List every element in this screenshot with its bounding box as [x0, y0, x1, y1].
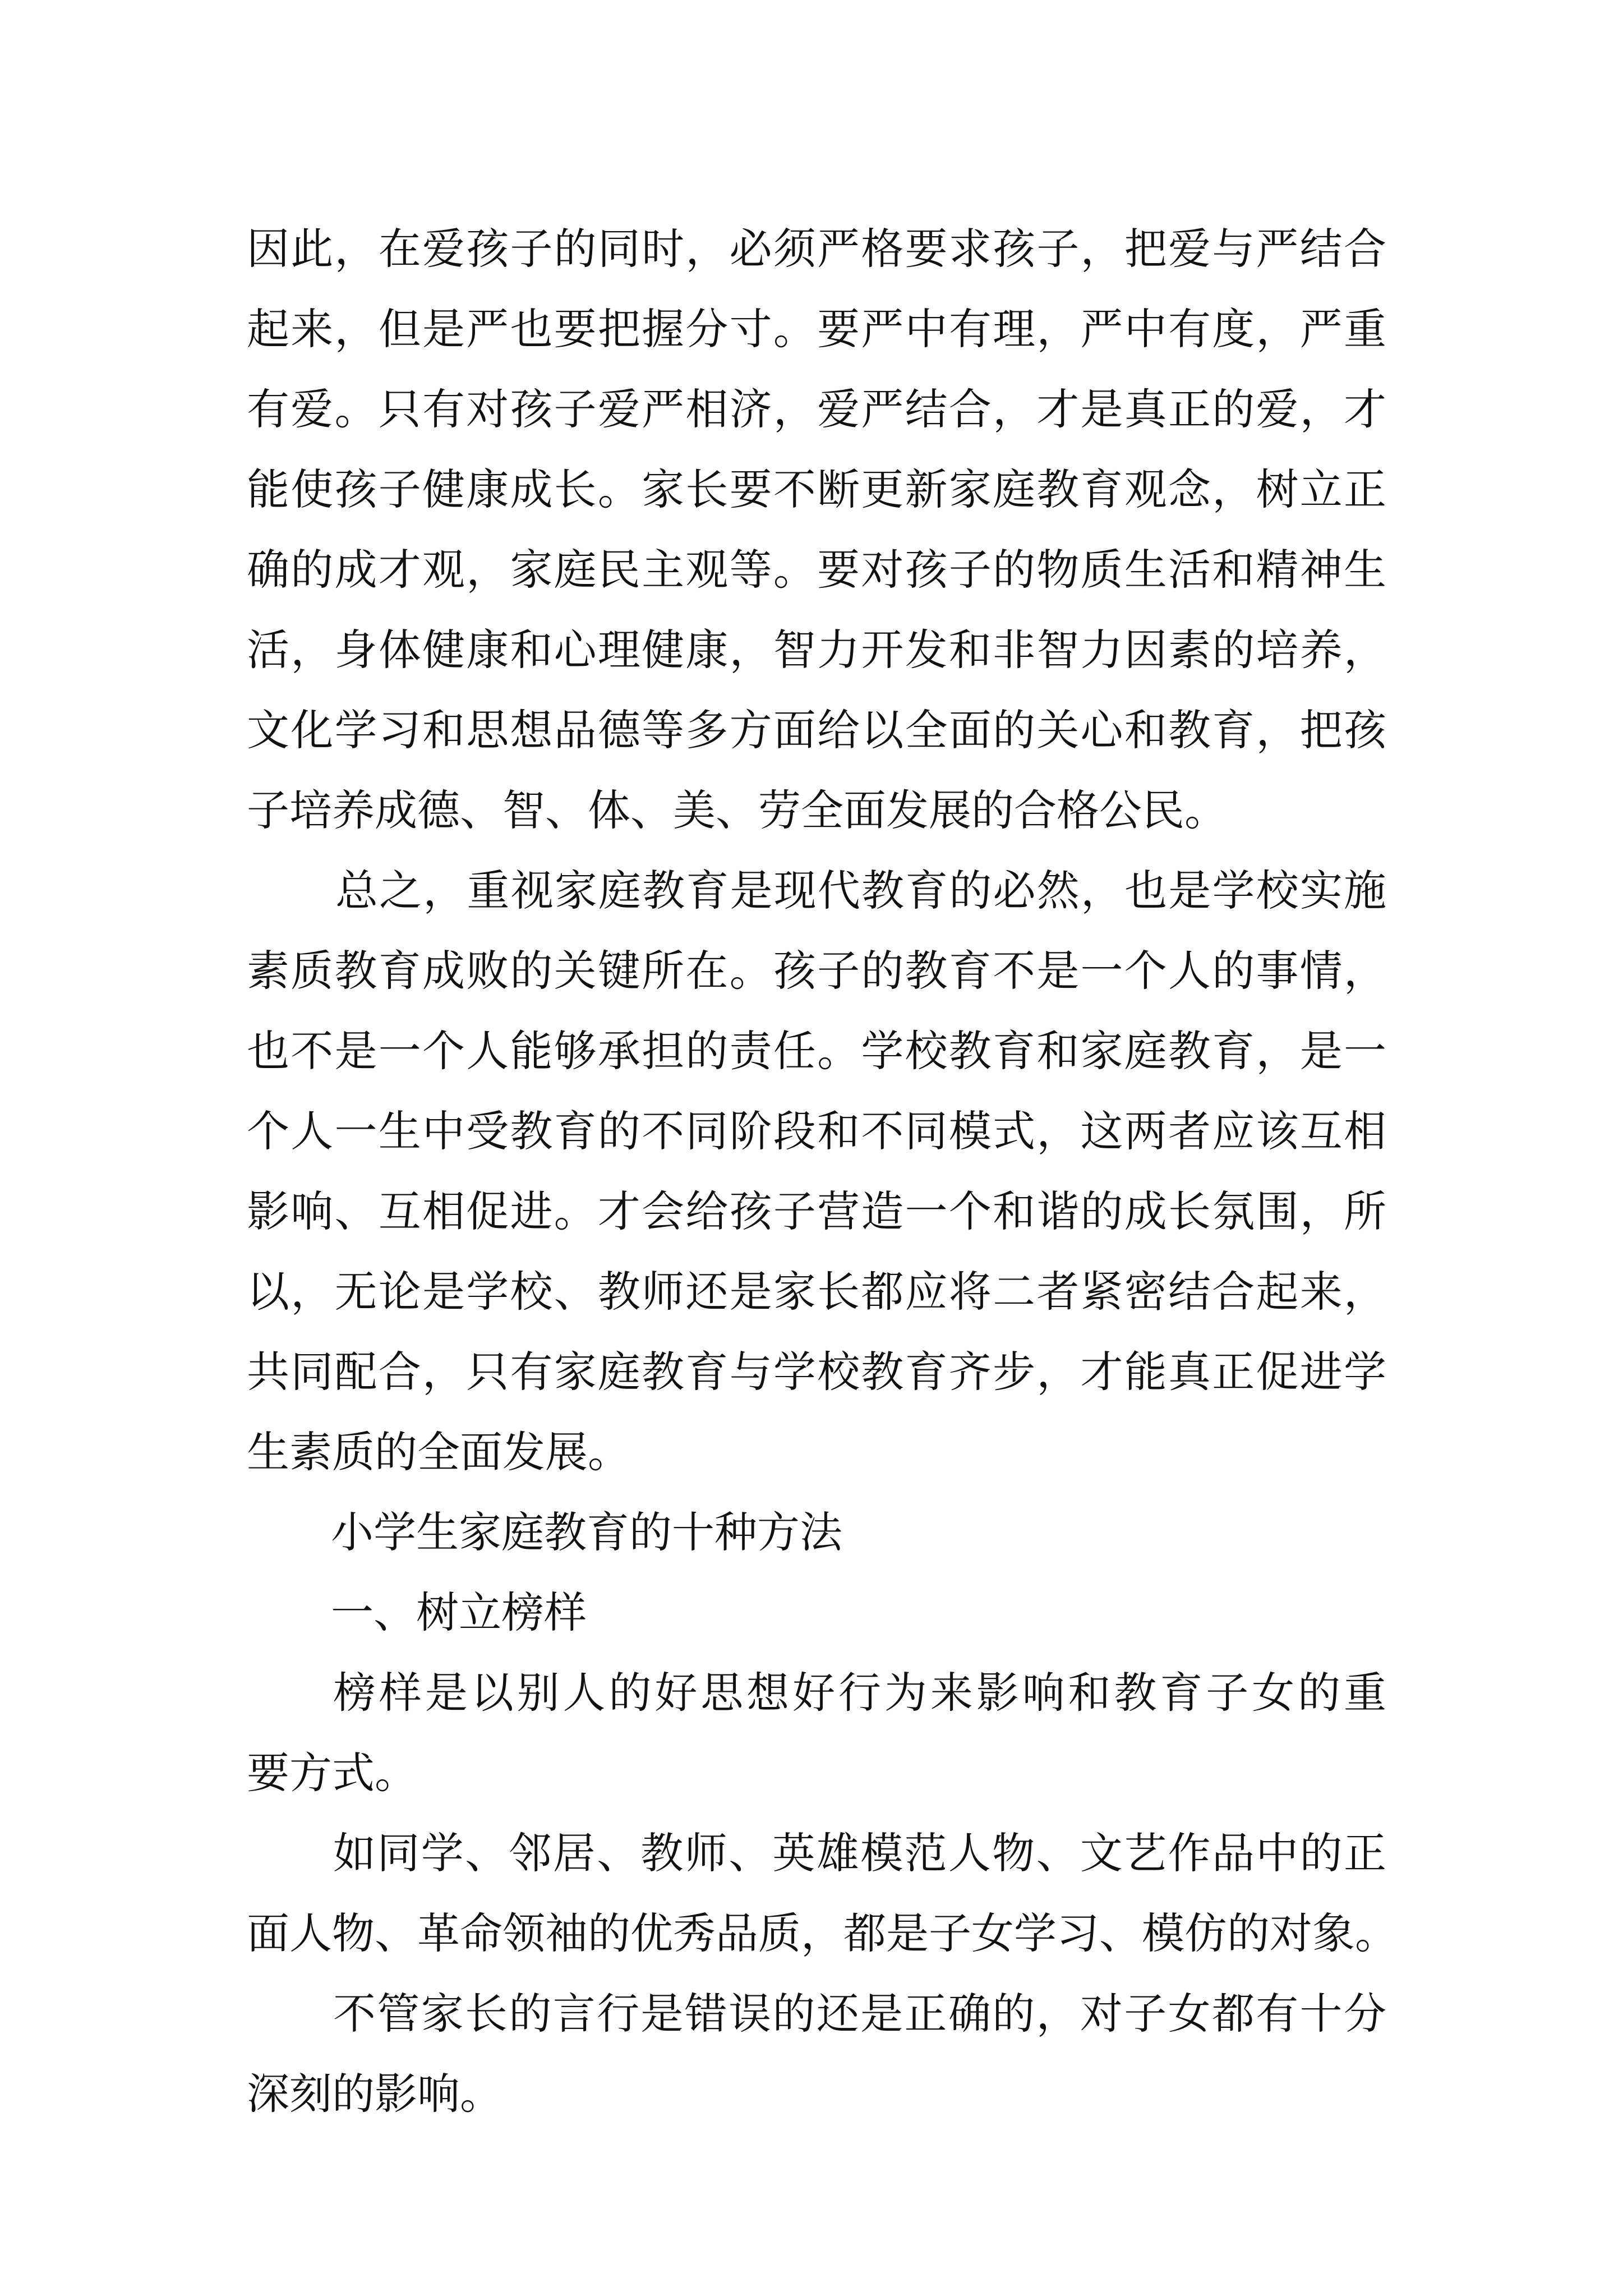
text-line: 深刻的影响。: [247, 2069, 502, 2119]
text-line: 子培养成德、智、体、美、劳全面发展的合格公民。: [247, 785, 1227, 835]
text-line: 如同学、邻居、教师、英雄模范人物、文艺作品中的正: [333, 1828, 1386, 1878]
text-line: 活，身体健康和心理健康，智力开发和非智力因素的培养，: [247, 625, 1386, 675]
text-line: 文化学习和思想品德等多方面给以全面的关心和教育，把孩: [247, 705, 1386, 755]
paragraph-1: [247, 209, 1386, 850]
text-line: 起来，但是严也要把握分寸。要严中有理，严中有度，严重: [247, 304, 1386, 354]
paragraph-4: [247, 1813, 1398, 1973]
text-line: 面人物、革命领袖的优秀品质，都是子女学习、模仿的对象。: [247, 1908, 1398, 1958]
paragraph-3: [247, 1653, 1386, 1813]
heading-text: 小学生家庭教育的十种方法: [331, 1507, 842, 1557]
document-body: [247, 209, 1398, 2134]
text-line: 也不是一个人能够承担的责任。学校教育和家庭教育，是一: [247, 1026, 1386, 1076]
text-line: 共同配合，只有家庭教育与学校教育齐步，才能真正促进学: [247, 1347, 1386, 1397]
text-line: 榜样是以别人的好思想好行为来影响和教育子女的重: [333, 1668, 1386, 1718]
section-heading: [247, 1492, 1386, 1572]
text-line: 总之，重视家庭教育是现代教育的必然，也是学校实施: [335, 866, 1386, 915]
text-line: 不管家长的言行是错误的还是正确的，对子女都有十分: [333, 1989, 1386, 2039]
paragraph-5: [247, 1973, 1386, 2134]
text-line: 以，无论是学校、教师还是家长都应将二者紧密结合起来，: [247, 1267, 1386, 1317]
text-line: 确的成才观，家庭民主观等。要对孩子的物质生活和精神生: [247, 545, 1386, 595]
text-line: 素质教育成败的关键所在。孩子的教育不是一个人的事情，: [247, 946, 1386, 996]
section-subheading: [247, 1572, 1386, 1653]
text-line: 影响、互相促进。才会给孩子营造一个和谐的成长氛围，所: [247, 1186, 1386, 1236]
subheading-text: 一、树立榜样: [331, 1588, 587, 1637]
text-line: 有爱。只有对孩子爱严相济，爱严结合，才是真正的爱，才: [247, 384, 1386, 434]
text-line: 能使孩子健康成长。家长要不断更新家庭教育观念，树立正: [247, 464, 1386, 514]
text-line: 生素质的全面发展。: [247, 1427, 630, 1477]
text-line: 因此，在爱孩子的同时，必须严格要求孩子，把爱与严结合: [247, 224, 1386, 274]
paragraph-2: [247, 850, 1386, 1492]
text-line: 个人一生中受教育的不同阶段和不同模式，这两者应该互相: [247, 1106, 1386, 1156]
text-line: 要方式。: [247, 1748, 417, 1798]
